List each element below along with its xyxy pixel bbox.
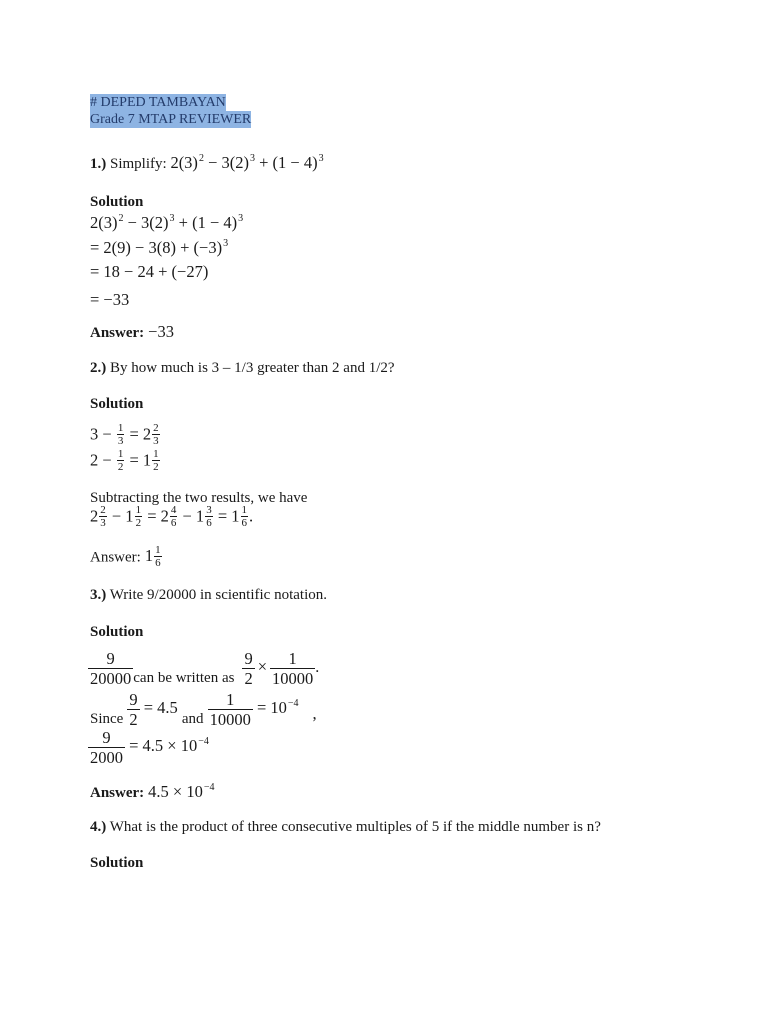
problem-2-number: 2.) xyxy=(90,360,107,376)
problem-4-solution-label: Solution xyxy=(90,855,144,871)
problem-2-answer xyxy=(90,546,163,569)
problem-3-question xyxy=(90,587,327,604)
problem-2-solution-label: Solution xyxy=(90,396,144,412)
problem-3-step-3: $\frac{9}{2000}$ = $4.5 \times 10^{-4}$ xyxy=(90,728,209,767)
problem-3-answer-value: $4.5 \times 10^{-4}$ xyxy=(148,782,215,801)
problem-3-prompt: Write 9/20000 in scientific notation. xyxy=(109,587,327,603)
header-line-1: # DEPED TAMBAYAN xyxy=(90,95,226,110)
problem-2-step-2: 2 − $\frac{1}{2}$ = 1 $\frac{1}{2}$ xyxy=(90,448,159,473)
problem-1-answer-label: Answer: xyxy=(90,325,145,341)
problem-3-answer xyxy=(90,782,214,802)
problem-1-solution-label: Solution xyxy=(90,194,144,210)
header-line-2: Grade 7 MTAP REVIEWER xyxy=(90,112,252,127)
problem-1-answer xyxy=(90,322,174,342)
problem-3-number: 3.) xyxy=(90,587,107,603)
problem-1-expression: $2(3)^2 - 3(2)^3 + (1 - 4)^3$ xyxy=(170,153,324,172)
problem-4-number: 4.) xyxy=(90,819,107,835)
problem-4-prompt: What is the product of three consecutive multiples of 5 if the middle number is n? xyxy=(109,819,601,835)
problem-1-step-3: = 18 − 24 + (−27) xyxy=(90,262,209,281)
problem-3-step-1: $\frac{9}{20000}$ can be written as $\frac{9}{2}$ × $\frac{1}{10000}$ . xyxy=(90,649,320,688)
problem-1-step-1: $2(3)^2 - 3(2)^3 + (1 - 4)^3$ xyxy=(90,213,244,232)
problem-2-answer-label: Answer: xyxy=(90,549,141,566)
problem-1-step-4: = −33 xyxy=(90,290,130,309)
problem-1-number: 1.) xyxy=(90,156,107,172)
problem-2-step-3: 2 $\frac{2}{3}$ − 1 $\frac{1}{2}$ = 2 $\frac{4}{6}$ − 1 $\frac{3}{6}$ = 1 $\frac{1}{6}$ . xyxy=(90,504,254,529)
problem-2-answer-value: 1 $\frac{1}{6}$ xyxy=(144,544,161,569)
problem-3-and: and xyxy=(181,711,204,728)
problem-3-solution-label: Solution xyxy=(90,624,144,640)
problem-2-step-1: 3 − $\frac{1}{3}$ = 2 $\frac{2}{3}$ xyxy=(90,422,159,447)
problem-2-subtracting-text: Subtracting the two results, we have xyxy=(90,490,308,506)
problem-3-since: Since xyxy=(90,711,124,728)
problem-1-question xyxy=(90,153,324,173)
problem-3-step-2: Since $\frac{9}{2}$ = 4.5 and $\frac{1}{10000}$ = $10^{-4}$, xyxy=(90,690,317,729)
problem-3-answer-label: Answer: xyxy=(90,785,145,801)
problem-1-prompt: Simplify: xyxy=(110,156,167,172)
problem-3-can-be-written-as: can be written as xyxy=(133,670,235,687)
problem-2-question xyxy=(90,360,395,377)
problem-1-answer-value: −33 xyxy=(148,322,174,341)
problem-2-prompt: By how much is 3 – 1/3 greater than 2 and 1/2? xyxy=(110,360,395,376)
problem-1-step-2: = $2(9) - 3(8) + (-3)^3$ xyxy=(90,238,229,257)
problem-4-question xyxy=(90,819,601,836)
